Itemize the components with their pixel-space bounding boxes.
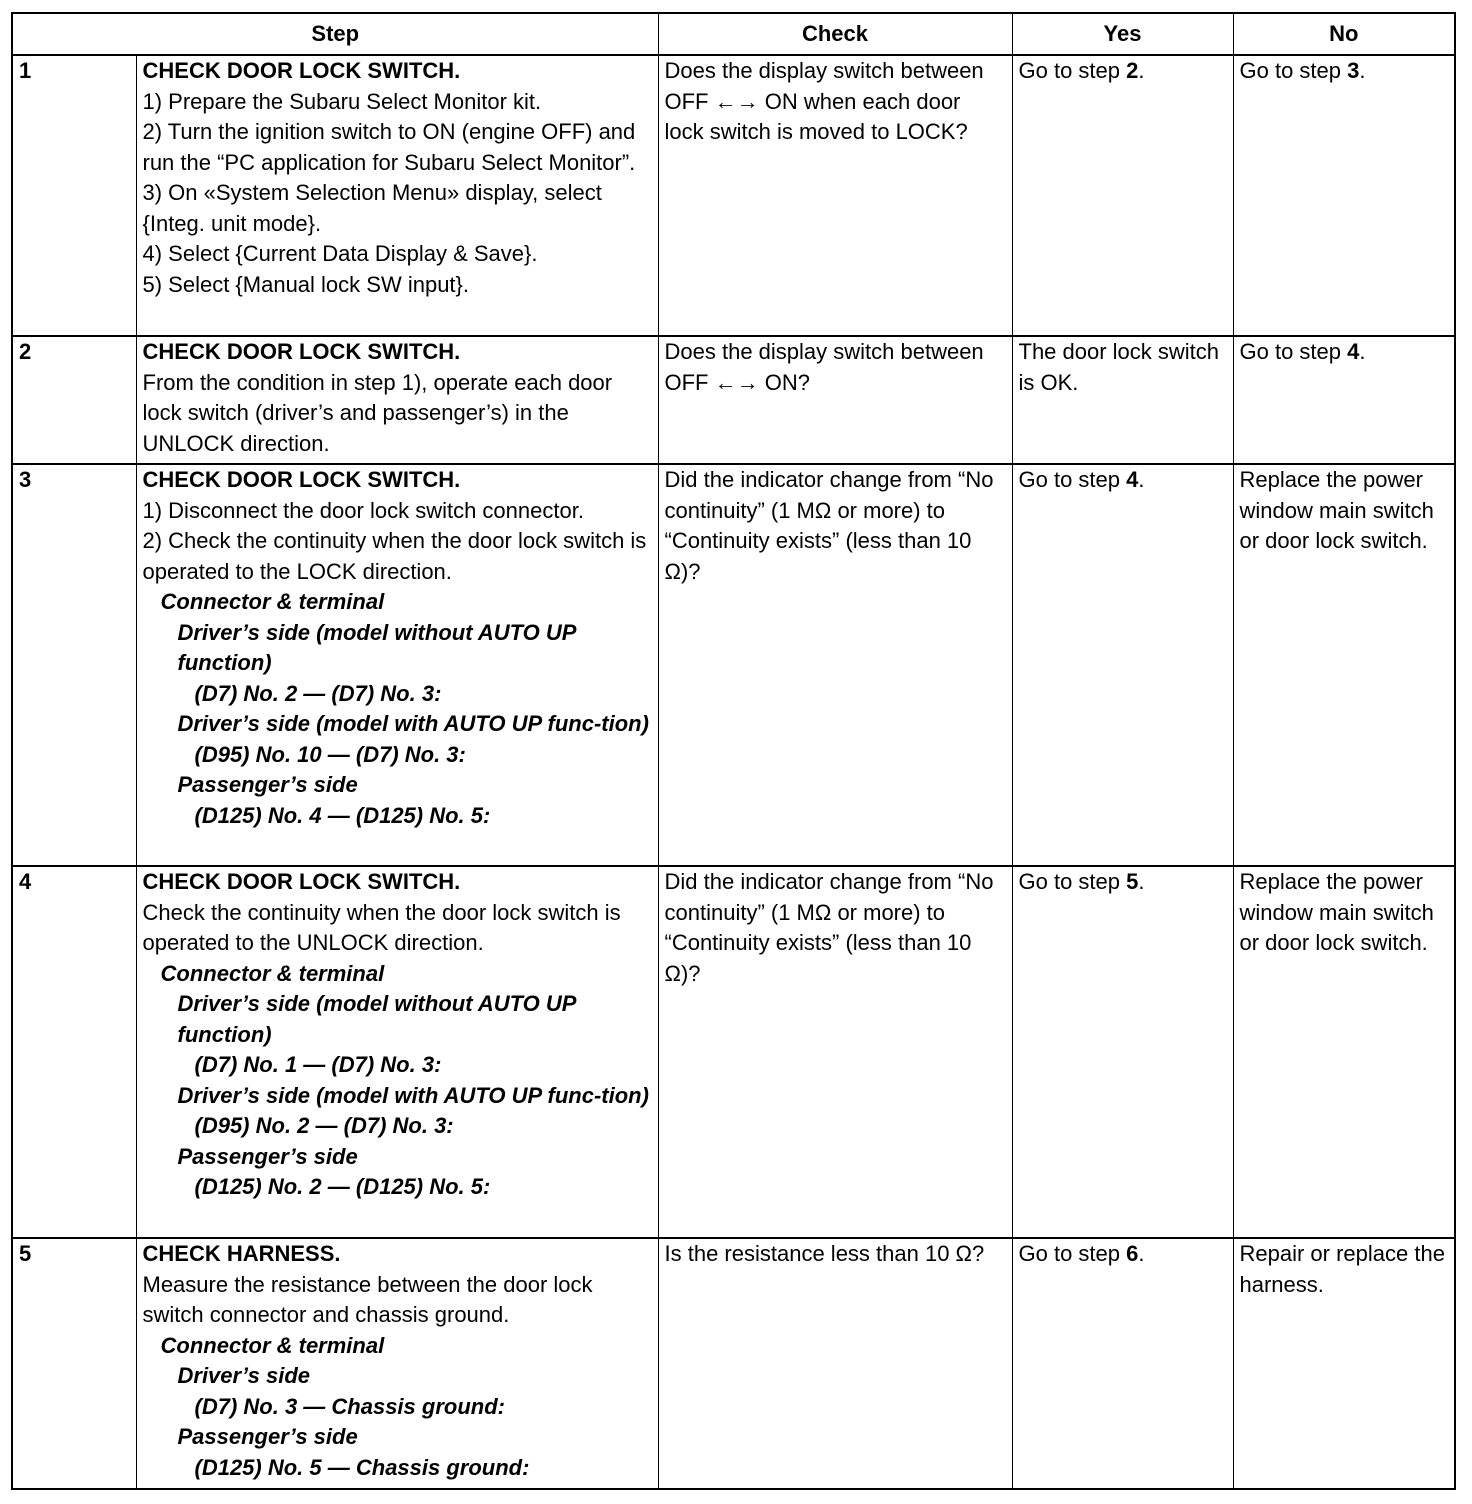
header-no: No: [1233, 13, 1455, 55]
connector-heading: Connector & terminal: [160, 589, 385, 614]
connector-terminals: (D125) No. 2 — (D125) No. 5:: [194, 1174, 491, 1199]
connector-terminals: (D95) No. 10 — (D7) No. 3:: [194, 741, 466, 767]
step-title: CHECK HARNESS.: [142, 1241, 341, 1266]
no-action: [1233, 55, 1455, 336]
step-line: 1) Prepare the Subaru Select Monitor kit.: [142, 88, 542, 114]
step-number: 3: [12, 464, 136, 866]
check-text: Does the display switch between OFF ←→ ON when each door lock switch is moved to LOCK?: [658, 55, 1012, 336]
yes-prefix: Go to step: [1018, 58, 1127, 83]
connector-heading: Connector & terminal: [160, 960, 385, 986]
yes-action: [1012, 866, 1233, 1238]
yes-suffix: .: [1138, 58, 1145, 83]
step-description: [136, 55, 658, 336]
connector-terminals: (D7) No. 2 — (D7) No. 3:: [194, 680, 442, 706]
no-action: [1233, 336, 1455, 464]
connector-side: Passenger’s side: [177, 1143, 358, 1169]
table-row: [12, 336, 1455, 464]
step-title: CHECK DOOR LOCK SWITCH.: [142, 339, 461, 364]
table-row: [12, 464, 1455, 866]
check-text: Did the indicator change from “No continuity” (1 MΩ or more) to “Continuity exists” (less than 10 Ω)?: [658, 866, 1012, 1238]
step-number: 1: [12, 55, 136, 336]
connector-side: Passenger’s side: [177, 1424, 358, 1449]
no-action: Replace the power window main switch or door lock switch.: [1233, 464, 1455, 866]
no-prefix: Go to step: [1239, 339, 1348, 364]
yes-step: 5: [1126, 869, 1139, 894]
connector-terminals: (D95) No. 2 — (D7) No. 3:: [194, 1113, 454, 1138]
step-text: Measure the resistance between the door lock switch connector and chassis ground.: [142, 1271, 593, 1327]
no-suffix: .: [1359, 339, 1366, 364]
step-description: [136, 336, 658, 464]
connector-terminals: (D7) No. 3 — Chassis ground:: [194, 1393, 505, 1419]
header-yes: Yes: [1012, 13, 1233, 55]
yes-suffix: .: [1138, 869, 1145, 894]
yes-prefix: Go to step: [1018, 869, 1127, 894]
yes-action: The door lock switch is OK.: [1012, 336, 1233, 464]
yes-step: 6: [1126, 1241, 1139, 1266]
connector-side: Driver’s side (model with AUTO UP func-tion): [177, 711, 649, 736]
check-text: Did the indicator change from “No continuity” (1 MΩ or more) to “Continuity exists” (less than 10 Ω)?: [658, 464, 1012, 866]
step-description: [136, 1238, 658, 1489]
step-title: CHECK DOOR LOCK SWITCH.: [142, 58, 461, 83]
diagnostic-table: [11, 12, 1456, 1490]
no-action: Replace the power window main switch or door lock switch.: [1233, 866, 1455, 1238]
connector-side: Driver’s side (model without AUTO UP function): [177, 619, 576, 675]
step-description: [136, 464, 658, 866]
header-row: [12, 13, 1455, 55]
connector-terminals: (D125) No. 5 — Chassis ground:: [194, 1454, 530, 1480]
table-row: [12, 866, 1455, 1238]
step-line: 2) Check the continuity when the door lock switch is operated to the LOCK direction.: [142, 528, 647, 584]
step-line: 3) On «System Selection Menu» display, select {Integ. unit mode}.: [142, 180, 602, 236]
yes-prefix: Go to step: [1018, 1241, 1127, 1266]
yes-action: [1012, 55, 1233, 336]
check-text: Does the display switch between OFF ←→ ON?: [658, 336, 1012, 464]
step-line: 4) Select {Current Data Display & Save}.: [142, 241, 538, 266]
connector-side: Driver’s side: [177, 1363, 310, 1388]
connector-heading: Connector & terminal: [160, 1332, 385, 1358]
connector-terminals: (D125) No. 4 — (D125) No. 5:: [194, 802, 491, 828]
connector-side: Driver’s side (model without AUTO UP function): [177, 991, 576, 1047]
yes-step: 2: [1126, 58, 1139, 83]
table-row: [12, 1238, 1455, 1489]
step-title: CHECK DOOR LOCK SWITCH.: [142, 467, 461, 492]
check-text: Is the resistance less than 10 Ω?: [658, 1238, 1012, 1489]
step-number: 4: [12, 866, 136, 1238]
step-description: [136, 866, 658, 1238]
yes-suffix: .: [1138, 1241, 1145, 1266]
step-text: Check the continuity when the door lock switch is operated to the UNLOCK direction.: [142, 899, 621, 955]
no-step: 3: [1347, 58, 1360, 83]
yes-action: [1012, 464, 1233, 866]
step-number: 5: [12, 1238, 136, 1489]
header-check: Check: [658, 13, 1012, 55]
yes-action: [1012, 1238, 1233, 1489]
step-line: 1) Disconnect the door lock switch connector.: [142, 497, 584, 523]
step-text: From the condition in step 1), operate each door lock switch (driver’s and passenger’s) in the UNLOCK direction.: [142, 369, 613, 456]
step-line: 2) Turn the ignition switch to ON (engine OFF) and run the “PC application for Subaru Select Monitor”.: [142, 119, 636, 175]
yes-suffix: .: [1138, 467, 1145, 492]
step-line: 5) Select {Manual lock SW input}.: [142, 271, 469, 297]
connector-side: Passenger’s side: [177, 772, 358, 797]
no-action: Repair or replace the harness.: [1233, 1238, 1455, 1489]
no-suffix: .: [1359, 58, 1366, 83]
yes-step: 4: [1126, 467, 1139, 492]
step-title: CHECK DOOR LOCK SWITCH.: [142, 869, 461, 894]
no-step: 4: [1347, 339, 1360, 364]
no-prefix: Go to step: [1239, 58, 1348, 83]
step-number: 2: [12, 336, 136, 464]
table-row: [12, 55, 1455, 336]
yes-prefix: Go to step: [1018, 467, 1127, 492]
connector-side: Driver’s side (model with AUTO UP func-tion): [177, 1082, 649, 1108]
connector-terminals: (D7) No. 1 — (D7) No. 3:: [194, 1052, 442, 1077]
header-step: Step: [12, 13, 658, 55]
